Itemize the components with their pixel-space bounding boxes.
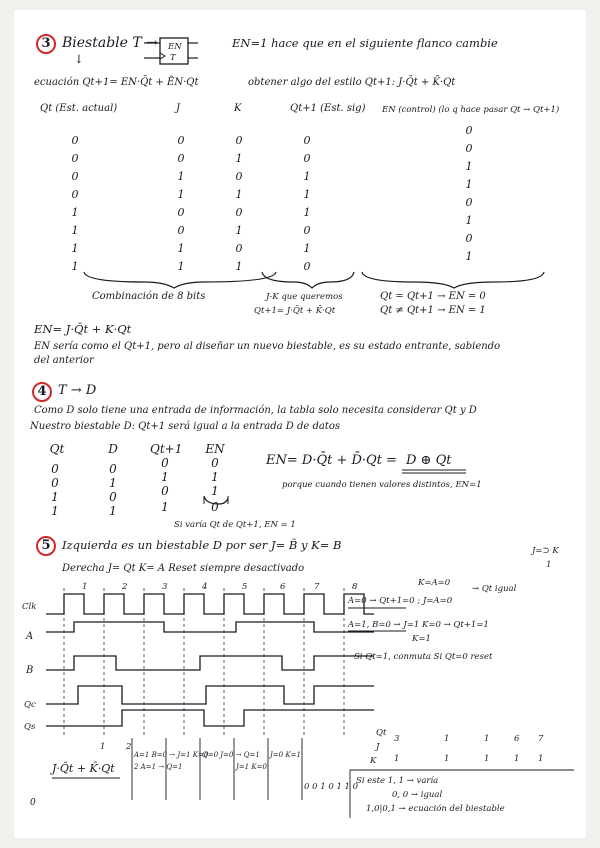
cell: 1: [71, 260, 79, 273]
k-equation: K=A=0: [418, 578, 451, 588]
section-4-title: T → D: [58, 383, 97, 398]
grid-cell: 1: [538, 754, 544, 764]
cell: 1: [235, 260, 243, 273]
header-d: D: [108, 442, 118, 456]
grid-k-label: K: [370, 756, 377, 766]
signal-label-a: A: [26, 631, 34, 642]
section-4-number: 4: [32, 382, 52, 402]
en-result: EN= J·Q̄t + K·Qt: [34, 322, 132, 336]
explain-line-2: del anterior: [34, 355, 94, 366]
cell: 0: [71, 134, 79, 147]
work-note-4: J=1 K=0: [236, 763, 267, 771]
cell: 0: [177, 134, 185, 147]
cell: 0: [303, 134, 311, 147]
cell: 0: [235, 134, 243, 147]
q-line-note: Si Qt=1, conmuta Si Qt=0 reset: [354, 652, 493, 662]
section-4-formula: EN= D·Q̄t + D̄·Qt =: [266, 453, 397, 468]
cell: 0: [235, 170, 243, 183]
conclusion-line-1: Si este 1, 1 → varía: [356, 776, 439, 786]
work-note-2: 2 A=1 → Q=1: [134, 763, 183, 771]
grid-q-label: Qt: [376, 728, 387, 738]
block-t-label: T: [170, 53, 176, 63]
cell: 0: [235, 206, 243, 219]
conclusion-line-3: 1,0|0,1 → ecuación del biestable: [366, 804, 505, 814]
cell: 1: [51, 490, 59, 504]
section-3-arrow: ↓: [74, 52, 84, 66]
grid-cell: 1: [484, 754, 490, 764]
cell: 1: [177, 188, 185, 201]
cell: 0: [161, 484, 169, 498]
header-qt1: Qt+1: [150, 442, 183, 456]
section-5-formula: J·Q̄t + K̄·Qt: [52, 762, 115, 775]
cell: 0: [109, 490, 117, 504]
section-5-number: 5: [36, 536, 56, 556]
section-4-brace-note: Si varía Qt de Qt+1, EN = 1: [174, 520, 296, 530]
cell: 1: [109, 504, 117, 518]
bottom-number: 2: [126, 742, 132, 752]
cell: 1: [161, 500, 169, 514]
cell: 0: [71, 170, 79, 183]
cell: 0: [465, 196, 473, 209]
jk-top-note-2: 1: [546, 560, 552, 570]
section-3-title: Biestable T →: [62, 35, 158, 51]
section-3-number: 3: [36, 34, 56, 54]
signal-label-qs: Qs: [24, 722, 36, 732]
cell: 0: [465, 142, 473, 155]
cell: 1: [51, 504, 59, 518]
section-3-note: EN=1 hace que en el siguiente flanco cambie: [232, 36, 498, 50]
cycle-number: 6: [280, 582, 286, 592]
cell: 1: [211, 484, 219, 498]
cell: 1: [465, 250, 473, 263]
cell: 1: [71, 206, 79, 219]
block-en-label: EN: [168, 42, 182, 52]
jk-top-note: J=⊃ K: [532, 546, 559, 556]
header-qt: Qt (Est. actual): [40, 103, 118, 114]
grid-cell: 1: [484, 734, 490, 744]
grid-cell: 1: [444, 754, 450, 764]
cell: 1: [211, 470, 219, 484]
notebook-page: [14, 10, 586, 838]
cell: 0: [235, 242, 243, 255]
cell: 0: [303, 260, 311, 273]
ab-line-note: A=1, B=0 → J=1 K=0 → Qt+1=1: [348, 620, 489, 630]
cell: 0: [71, 188, 79, 201]
cycle-number: 1: [82, 582, 88, 592]
work-note-1: A=1 B=0 → J=1 K=0: [134, 751, 209, 759]
section-5-line-1: Izquierda es un biestable D por ser J= B̄ y K= B: [62, 538, 342, 552]
header-qt: Qt: [49, 442, 65, 456]
cell: 1: [465, 160, 473, 173]
cell: 1: [235, 224, 243, 237]
cell: 1: [71, 224, 79, 237]
cell: 1: [109, 476, 117, 490]
brace-label-combinations: Combinación de 8 bits: [92, 291, 206, 302]
a-line-note: A=0 → Qt+1=0 ; J=A=0: [348, 596, 453, 606]
header-en: EN (control) (lo q hace pasar Qt → Qt+1): [382, 105, 560, 115]
grid-cell: 7: [538, 734, 544, 744]
cell: 1: [177, 242, 185, 255]
cell: 0: [71, 152, 79, 165]
grid-cell: 1: [514, 754, 520, 764]
cell: 0: [303, 224, 311, 237]
cycle-number: 8: [352, 582, 358, 592]
cycle-number: 4: [202, 582, 208, 592]
brace-label-jk-2: Qt+1= J·Q̄t + K̄·Qt: [254, 306, 336, 316]
q-igual-note: → Qt igual: [472, 584, 517, 594]
cycle-number: 3: [162, 582, 168, 592]
grid-j-label: J: [376, 742, 380, 752]
cell: 1: [177, 260, 185, 273]
work-note-5: J=0 K=1: [270, 751, 301, 759]
bottom-number: 1: [100, 742, 106, 752]
grid-cell: 1: [394, 754, 400, 764]
section-5-line-2: Derecha J= Qt K= A Reset siempre desactivado: [62, 563, 305, 574]
cell: 1: [465, 178, 473, 191]
cell: 0: [161, 456, 169, 470]
header-j: J: [176, 103, 181, 114]
cell: 1: [235, 188, 243, 201]
grid-cell: 1: [444, 734, 450, 744]
cycle-number: 2: [122, 582, 128, 592]
conclusion-line-2: 0, 0 → igual: [392, 790, 443, 800]
cell: 0: [51, 476, 59, 490]
cell: 1: [465, 214, 473, 227]
cell: 1: [235, 152, 243, 165]
sequence-note: 0 0 1 0 1 1 0: [304, 782, 359, 792]
cell: 0: [109, 462, 117, 476]
brace-label-en-1: Qt ≠ Qt+1 → EN = 1: [380, 305, 486, 316]
section-4-because: porque cuando tienen valores distintos, EN=1: [282, 480, 482, 490]
section-4-formula-result: D ⊕ Qt: [406, 453, 452, 468]
cell: 1: [177, 170, 185, 183]
explain-line-1: EN sería como el Qt+1, pero al diseñar un nuevo biestable, es su estado entrante, sabiendo: [34, 341, 501, 352]
cell: 0: [465, 124, 473, 137]
section-3-equation: ecuación Qt+1= EN·Q̄t + ĒN·Qt: [34, 77, 199, 88]
cell: 1: [303, 188, 311, 201]
cell: 0: [211, 456, 219, 470]
signal-label-qc: Qc: [24, 700, 36, 710]
cell: 1: [303, 206, 311, 219]
grid-cell: 3: [394, 734, 400, 744]
work-note-3: Q=0 J=0 → Q=1: [202, 751, 260, 759]
cell: 0: [177, 152, 185, 165]
k1-note: K=1: [412, 634, 431, 644]
cycle-number: 7: [314, 582, 320, 592]
cell: 0: [177, 224, 185, 237]
header-en: EN: [205, 442, 225, 456]
cell: 0: [51, 462, 59, 476]
cell: 1: [161, 470, 169, 484]
grid-cell: 6: [514, 734, 520, 744]
header-qt1: Qt+1 (Est. sig): [290, 103, 366, 114]
cell: 0: [303, 152, 311, 165]
header-k: K: [234, 103, 242, 114]
stray-zero: 0: [30, 798, 36, 808]
section-4-line-1: Como D solo tiene una entrada de información, la tabla solo necesita considerar Qt y D: [34, 405, 477, 416]
cell: 0: [465, 232, 473, 245]
cell: 1: [71, 242, 79, 255]
cell: 0: [177, 206, 185, 219]
section-4-line-2: Nuestro biestable D: Qt+1 será igual a la entrada D de datos: [30, 421, 340, 432]
cell: 0: [211, 500, 219, 514]
brace-label-en-0: Qt = Qt+1 → EN = 0: [380, 291, 486, 302]
cell: 1: [303, 170, 311, 183]
signal-label-b: B: [26, 665, 34, 676]
cycle-number: 5: [242, 582, 248, 592]
signal-label-clk: Clk: [22, 602, 37, 612]
section-3-goal: obtener algo del estilo Qt+1: J·Q̄t + K̄·Qt: [248, 77, 456, 88]
cell: 1: [303, 242, 311, 255]
brace-label-jk-1: J-K que queremos: [266, 292, 343, 302]
